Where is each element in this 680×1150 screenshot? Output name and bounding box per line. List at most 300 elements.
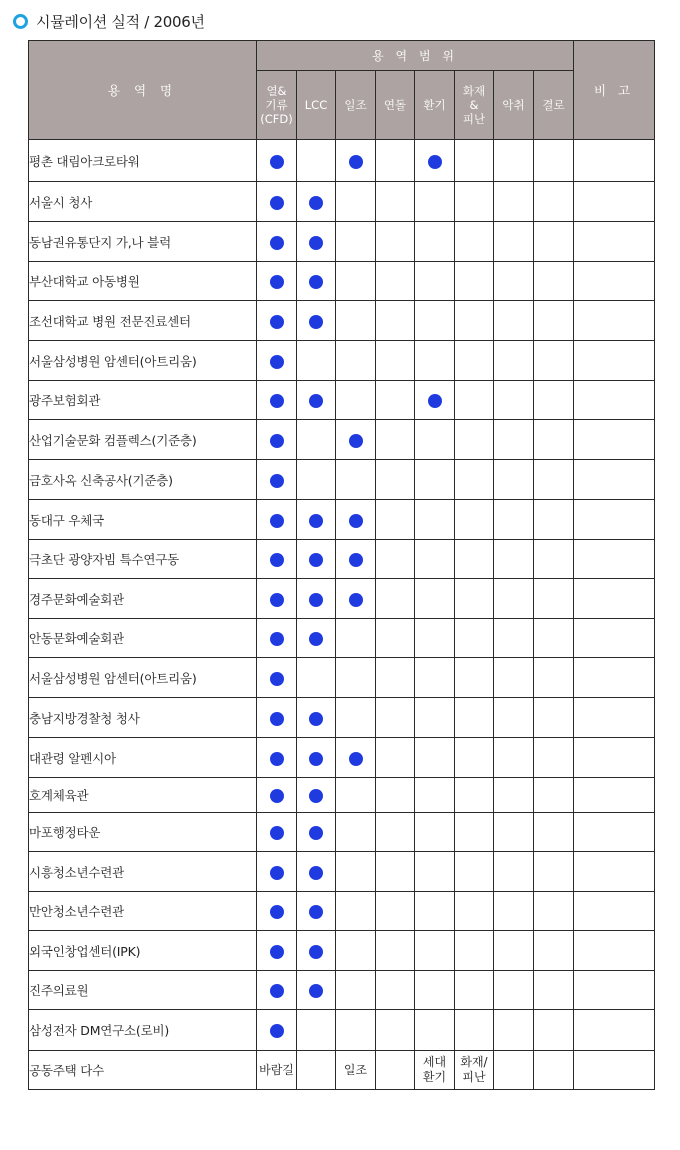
- remarks-cell: [574, 892, 655, 931]
- scope-cell: [415, 262, 455, 301]
- scope-cell: [257, 1010, 297, 1051]
- scope-cell: [297, 381, 336, 420]
- scope-cell: [415, 301, 455, 341]
- scope-cell: [415, 420, 455, 460]
- filled-circle-icon: [309, 275, 323, 289]
- scope-cell: [415, 778, 455, 813]
- table-row: [29, 619, 655, 658]
- scope-cell: [415, 381, 455, 420]
- scope-cell: [415, 1010, 455, 1051]
- filled-circle-icon: [270, 1024, 284, 1038]
- remarks-cell: [574, 460, 655, 500]
- scope-cell: [534, 301, 574, 341]
- remarks-cell: [574, 381, 655, 420]
- remarks-cell: [574, 341, 655, 381]
- scope-cell: [336, 579, 376, 619]
- scope-cell: [534, 658, 574, 698]
- filled-circle-icon: [309, 984, 323, 998]
- project-name: 경주문화예술회관: [29, 579, 257, 619]
- filled-circle-icon: [270, 752, 284, 766]
- scope-cell: [415, 813, 455, 852]
- filled-circle-icon: [270, 315, 284, 329]
- scope-cell: [455, 579, 494, 619]
- scope-cell: [297, 738, 336, 778]
- filled-circle-icon: [309, 553, 323, 567]
- scope-cell: [494, 262, 534, 301]
- scope-cell: [257, 813, 297, 852]
- table-row: [29, 579, 655, 619]
- scope-cell: [376, 579, 415, 619]
- filled-circle-icon: [309, 866, 323, 880]
- filled-circle-icon: [270, 553, 284, 567]
- scope-cell: [376, 1010, 415, 1051]
- scope-cell: [534, 698, 574, 738]
- scope-cell: [415, 971, 455, 1010]
- remarks-cell: [574, 698, 655, 738]
- scope-cell: [494, 698, 534, 738]
- filled-circle-icon: [270, 984, 284, 998]
- header-service-scope: 용 역 범 위: [257, 41, 574, 71]
- scope-text-cell: 일조: [336, 1051, 376, 1090]
- scope-cell: [336, 460, 376, 500]
- table-row: [29, 852, 655, 892]
- scope-cell: [534, 619, 574, 658]
- project-name: 만안청소년수련관: [29, 892, 257, 931]
- filled-circle-icon: [349, 593, 363, 607]
- scope-cell: [376, 301, 415, 341]
- scope-cell: [257, 658, 297, 698]
- scope-cell: [297, 778, 336, 813]
- remarks-cell: [574, 852, 655, 892]
- scope-cell: [415, 140, 455, 182]
- project-name: 서울삼성병원 암센터(아트리움): [29, 658, 257, 698]
- scope-text-cell: 바람길: [257, 1051, 297, 1090]
- scope-cell: [336, 738, 376, 778]
- scope-cell: [494, 222, 534, 262]
- scope-cell: [336, 698, 376, 738]
- scope-cell: [455, 262, 494, 301]
- project-name: 호계체육관: [29, 778, 257, 813]
- scope-cell: [455, 738, 494, 778]
- table-row: [29, 301, 655, 341]
- table-row: [29, 420, 655, 460]
- scope-cell: [297, 540, 336, 579]
- header-scope-col: 일조: [336, 71, 376, 140]
- scope-cell: [534, 1010, 574, 1051]
- scope-cell: [336, 140, 376, 182]
- scope-cell: [455, 500, 494, 540]
- scope-cell: [257, 301, 297, 341]
- scope-cell: [494, 813, 534, 852]
- table-row: [29, 778, 655, 813]
- scope-cell: [336, 420, 376, 460]
- filled-circle-icon: [309, 632, 323, 646]
- project-name: 대관령 알펜시아: [29, 738, 257, 778]
- filled-circle-icon: [270, 394, 284, 408]
- remarks-cell: [574, 778, 655, 813]
- project-name: 시흥청소년수련관: [29, 852, 257, 892]
- scope-cell: [494, 892, 534, 931]
- scope-cell: [455, 892, 494, 931]
- remarks-cell: [574, 262, 655, 301]
- scope-cell: [455, 222, 494, 262]
- scope-cell: [455, 341, 494, 381]
- scope-cell: [257, 892, 297, 931]
- table-row: [29, 931, 655, 971]
- project-name: 마포행정타운: [29, 813, 257, 852]
- table-row: [29, 222, 655, 262]
- scope-cell: [336, 971, 376, 1010]
- filled-circle-icon: [309, 789, 323, 803]
- scope-cell: [494, 931, 534, 971]
- header-scope-col: 화재 & 피난: [455, 71, 494, 140]
- filled-circle-icon: [270, 632, 284, 646]
- scope-cell: [376, 931, 415, 971]
- project-name: 평촌 대림아크로타워: [29, 140, 257, 182]
- scope-cell: [297, 658, 336, 698]
- filled-circle-icon: [270, 155, 284, 169]
- scope-cell: [336, 381, 376, 420]
- scope-text-cell: [297, 1051, 336, 1090]
- table-row: [29, 1010, 655, 1051]
- filled-circle-icon: [309, 752, 323, 766]
- scope-cell: [415, 658, 455, 698]
- scope-cell: [297, 698, 336, 738]
- filled-circle-icon: [309, 712, 323, 726]
- scope-cell: [297, 140, 336, 182]
- remarks-cell: [574, 738, 655, 778]
- circle-bullet-icon: [13, 14, 28, 29]
- scope-cell: [534, 540, 574, 579]
- header-scope-col: LCC: [297, 71, 336, 140]
- filled-circle-icon: [309, 826, 323, 840]
- scope-cell: [376, 971, 415, 1010]
- performance-table: [28, 40, 655, 1090]
- scope-cell: [257, 971, 297, 1010]
- scope-cell: [376, 222, 415, 262]
- scope-cell: [297, 579, 336, 619]
- remarks-cell: [574, 420, 655, 460]
- project-name: 조선대학교 병원 전문진료센터: [29, 301, 257, 341]
- scope-cell: [494, 420, 534, 460]
- scope-text-cell: [534, 1051, 574, 1090]
- scope-cell: [376, 540, 415, 579]
- table-row: [29, 460, 655, 500]
- filled-circle-icon: [309, 945, 323, 959]
- scope-cell: [376, 341, 415, 381]
- scope-cell: [376, 619, 415, 658]
- remarks-cell: [574, 971, 655, 1010]
- scope-cell: [455, 460, 494, 500]
- scope-cell: [336, 778, 376, 813]
- filled-circle-icon: [349, 553, 363, 567]
- scope-cell: [297, 341, 336, 381]
- scope-cell: [336, 500, 376, 540]
- scope-cell: [494, 619, 534, 658]
- table-row: [29, 738, 655, 778]
- table-row: [29, 698, 655, 738]
- scope-text-cell: [494, 1051, 534, 1090]
- scope-cell: [534, 778, 574, 813]
- scope-cell: [415, 540, 455, 579]
- project-name: 안동문화예술회관: [29, 619, 257, 658]
- scope-cell: [494, 579, 534, 619]
- scope-cell: [534, 460, 574, 500]
- filled-circle-icon: [270, 945, 284, 959]
- table-row: [29, 892, 655, 931]
- scope-cell: [534, 579, 574, 619]
- scope-cell: [415, 619, 455, 658]
- scope-cell: [455, 619, 494, 658]
- scope-cell: [376, 738, 415, 778]
- scope-cell: [297, 301, 336, 341]
- table-row: [29, 971, 655, 1010]
- scope-cell: [534, 262, 574, 301]
- remarks-cell: [574, 813, 655, 852]
- scope-cell: [494, 182, 534, 222]
- scope-cell: [494, 500, 534, 540]
- scope-cell: [257, 420, 297, 460]
- scope-cell: [297, 500, 336, 540]
- filled-circle-icon: [270, 474, 284, 488]
- scope-cell: [336, 658, 376, 698]
- scope-cell: [455, 381, 494, 420]
- scope-cell: [415, 892, 455, 931]
- scope-cell: [336, 1010, 376, 1051]
- scope-cell: [494, 658, 534, 698]
- scope-cell: [297, 222, 336, 262]
- scope-cell: [455, 420, 494, 460]
- filled-circle-icon: [270, 196, 284, 210]
- remarks-cell: [574, 658, 655, 698]
- scope-cell: [534, 341, 574, 381]
- filled-circle-icon: [349, 514, 363, 528]
- remarks-cell: [574, 140, 655, 182]
- scope-cell: [534, 222, 574, 262]
- table-row: [29, 500, 655, 540]
- scope-cell: [376, 698, 415, 738]
- filled-circle-icon: [270, 514, 284, 528]
- scope-cell: [534, 420, 574, 460]
- scope-cell: [534, 971, 574, 1010]
- filled-circle-icon: [270, 826, 284, 840]
- scope-text-cell: [376, 1051, 415, 1090]
- header-scope-col: 결로: [534, 71, 574, 140]
- scope-cell: [415, 500, 455, 540]
- scope-cell: [415, 698, 455, 738]
- scope-cell: [297, 931, 336, 971]
- filled-circle-icon: [270, 905, 284, 919]
- scope-cell: [376, 892, 415, 931]
- scope-cell: [336, 813, 376, 852]
- remarks-cell: [574, 222, 655, 262]
- scope-cell: [376, 500, 415, 540]
- scope-cell: [534, 738, 574, 778]
- scope-cell: [297, 1010, 336, 1051]
- scope-cell: [257, 182, 297, 222]
- scope-cell: [534, 381, 574, 420]
- filled-circle-icon: [309, 514, 323, 528]
- filled-circle-icon: [428, 394, 442, 408]
- scope-cell: [257, 140, 297, 182]
- scope-cell: [376, 658, 415, 698]
- scope-cell: [297, 971, 336, 1010]
- filled-circle-icon: [349, 752, 363, 766]
- scope-cell: [534, 500, 574, 540]
- scope-cell: [336, 301, 376, 341]
- scope-cell: [257, 698, 297, 738]
- scope-cell: [376, 813, 415, 852]
- filled-circle-icon: [309, 315, 323, 329]
- scope-cell: [257, 341, 297, 381]
- scope-cell: [257, 460, 297, 500]
- scope-cell: [297, 813, 336, 852]
- scope-cell: [257, 931, 297, 971]
- scope-cell: [297, 182, 336, 222]
- scope-cell: [297, 892, 336, 931]
- remarks-cell: [574, 301, 655, 341]
- filled-circle-icon: [270, 593, 284, 607]
- table-row: [29, 262, 655, 301]
- scope-cell: [376, 262, 415, 301]
- scope-text-cell: 세대 환기: [415, 1051, 455, 1090]
- filled-circle-icon: [270, 712, 284, 726]
- scope-cell: [534, 892, 574, 931]
- table-row: [29, 540, 655, 579]
- header-scope-col: 환기: [415, 71, 455, 140]
- project-name: 광주보험회관: [29, 381, 257, 420]
- scope-cell: [376, 420, 415, 460]
- filled-circle-icon: [309, 236, 323, 250]
- remarks-cell: [574, 1051, 655, 1090]
- filled-circle-icon: [428, 155, 442, 169]
- scope-cell: [376, 778, 415, 813]
- filled-circle-icon: [270, 236, 284, 250]
- filled-circle-icon: [309, 905, 323, 919]
- section-title: [13, 11, 205, 31]
- scope-cell: [257, 500, 297, 540]
- scope-cell: [257, 540, 297, 579]
- scope-cell: [455, 931, 494, 971]
- table-row: [29, 140, 655, 182]
- scope-cell: [257, 262, 297, 301]
- remarks-cell: [574, 182, 655, 222]
- scope-cell: [494, 140, 534, 182]
- scope-cell: [534, 140, 574, 182]
- filled-circle-icon: [270, 275, 284, 289]
- scope-cell: [494, 301, 534, 341]
- remarks-cell: [574, 500, 655, 540]
- table-row: [29, 381, 655, 420]
- project-name: 충남지방경찰청 청사: [29, 698, 257, 738]
- scope-cell: [415, 460, 455, 500]
- scope-cell: [455, 540, 494, 579]
- remarks-cell: [574, 931, 655, 971]
- scope-cell: [257, 579, 297, 619]
- project-name: 부산대학교 아동병원: [29, 262, 257, 301]
- scope-cell: [455, 778, 494, 813]
- header-service-name: 용 역 명: [29, 41, 257, 140]
- scope-cell: [415, 579, 455, 619]
- table-row: [29, 182, 655, 222]
- scope-cell: [455, 140, 494, 182]
- filled-circle-icon: [270, 866, 284, 880]
- scope-cell: [257, 619, 297, 658]
- scope-cell: [455, 301, 494, 341]
- project-name: 외국인창업센터(IPK): [29, 931, 257, 971]
- scope-cell: [534, 852, 574, 892]
- scope-cell: [257, 738, 297, 778]
- scope-cell: [415, 738, 455, 778]
- scope-cell: [494, 738, 534, 778]
- table-row: [29, 658, 655, 698]
- project-name: 서울삼성병원 암센터(아트리움): [29, 341, 257, 381]
- scope-cell: [257, 778, 297, 813]
- scope-cell: [415, 341, 455, 381]
- scope-cell: [455, 658, 494, 698]
- scope-cell: [415, 222, 455, 262]
- project-name: 서울시 청사: [29, 182, 257, 222]
- remarks-cell: [574, 1010, 655, 1051]
- scope-cell: [336, 619, 376, 658]
- scope-cell: [534, 813, 574, 852]
- table-row: [29, 813, 655, 852]
- filled-circle-icon: [309, 593, 323, 607]
- scope-cell: [376, 182, 415, 222]
- header-remarks: 비 고: [574, 41, 655, 140]
- project-name: 동대구 우체국: [29, 500, 257, 540]
- filled-circle-icon: [349, 155, 363, 169]
- scope-cell: [494, 540, 534, 579]
- scope-cell: [455, 852, 494, 892]
- scope-cell: [257, 381, 297, 420]
- project-name: 산업기술문화 컴플렉스(기준층): [29, 420, 257, 460]
- scope-cell: [297, 460, 336, 500]
- header-scope-col: 연돌: [376, 71, 415, 140]
- scope-cell: [494, 341, 534, 381]
- filled-circle-icon: [309, 394, 323, 408]
- scope-cell: [494, 852, 534, 892]
- scope-cell: [297, 420, 336, 460]
- scope-cell: [455, 698, 494, 738]
- project-name: 삼성전자 DM연구소(로비): [29, 1010, 257, 1051]
- table-row: [29, 1051, 655, 1090]
- header-scope-col: 악취: [494, 71, 534, 140]
- project-name: 동남권유통단지 가,나 블럭: [29, 222, 257, 262]
- remarks-cell: [574, 540, 655, 579]
- remarks-cell: [574, 579, 655, 619]
- table-row: [29, 341, 655, 381]
- project-name: 금호사옥 신축공사(기준층): [29, 460, 257, 500]
- scope-cell: [494, 778, 534, 813]
- remarks-cell: [574, 619, 655, 658]
- filled-circle-icon: [349, 434, 363, 448]
- scope-cell: [257, 852, 297, 892]
- scope-cell: [494, 971, 534, 1010]
- scope-cell: [415, 852, 455, 892]
- scope-cell: [494, 1010, 534, 1051]
- scope-cell: [336, 931, 376, 971]
- scope-cell: [415, 931, 455, 971]
- section-title-text: 시뮬레이션 실적 / 2006년: [36, 12, 205, 31]
- scope-cell: [336, 852, 376, 892]
- scope-cell: [297, 852, 336, 892]
- scope-cell: [297, 619, 336, 658]
- filled-circle-icon: [309, 196, 323, 210]
- filled-circle-icon: [270, 355, 284, 369]
- scope-cell: [376, 460, 415, 500]
- scope-cell: [336, 262, 376, 301]
